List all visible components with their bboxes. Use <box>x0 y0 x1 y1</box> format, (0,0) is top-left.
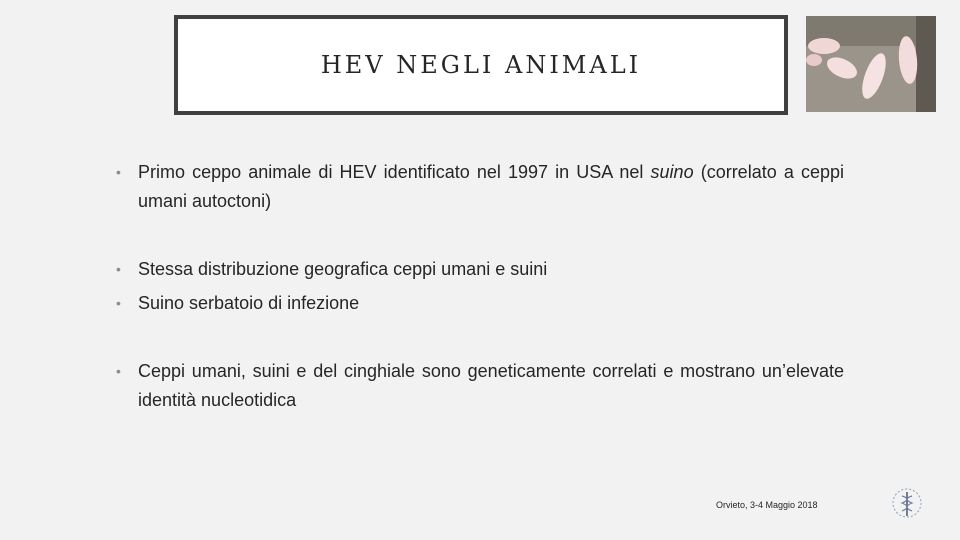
bullet-glyph: • <box>116 363 121 379</box>
footer-date: Orvieto, 3-4 Maggio 2018 <box>716 500 818 510</box>
bullet-item <box>116 357 844 415</box>
bullet-item <box>116 255 844 284</box>
bullet-glyph: • <box>116 261 121 277</box>
bullet-text-pre: Primo ceppo animale di HEV identificato nel 1997 in USA nel <box>138 162 651 182</box>
bullet-glyph: • <box>116 295 121 311</box>
bullet-item <box>116 158 844 216</box>
bullet-text-post: (correlato a ceppi umani autoctoni) <box>138 162 844 211</box>
slide-title: HEV NEGLI ANIMALI <box>320 51 642 79</box>
title-box <box>174 15 788 115</box>
bullet-text-italic: suino <box>650 162 694 182</box>
bullet-item <box>116 289 844 318</box>
bullet-list <box>116 158 844 415</box>
bullet-glyph: • <box>116 164 121 180</box>
caduceus-logo-icon <box>890 486 924 520</box>
bullet-text: Suino serbatoio di infezione <box>138 293 360 313</box>
bullet-text: Stessa distribuzione geografica ceppi umani e suini <box>138 259 548 279</box>
bullet-text: Ceppi umani, suini e del cinghiale sono geneticamente correlati e mostrano un’elevate identità nucleotidica <box>138 361 844 410</box>
pigs-photo <box>806 16 936 112</box>
